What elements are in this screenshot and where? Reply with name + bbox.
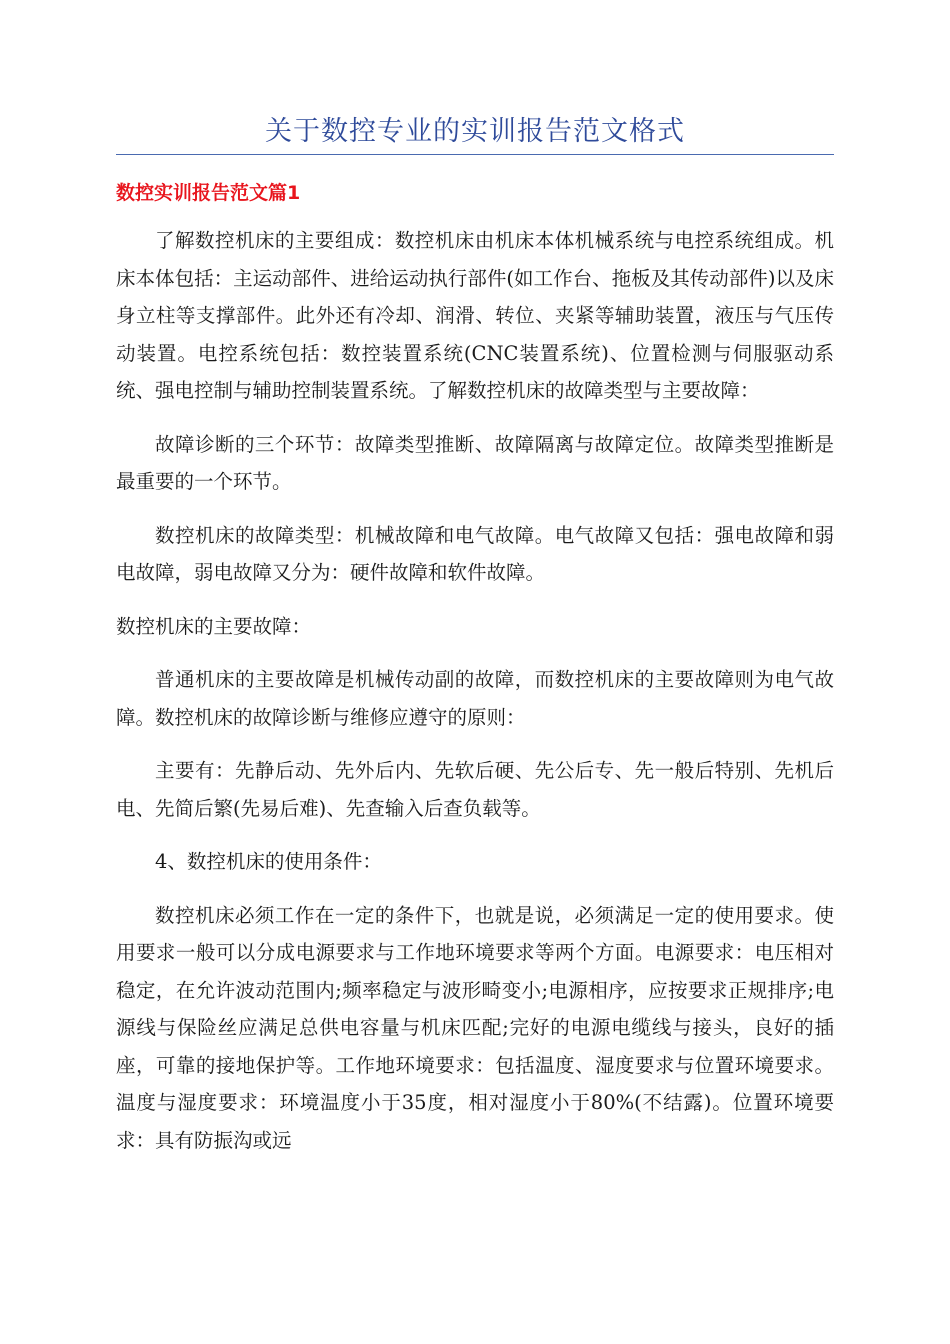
paragraph: 普通机床的主要故障是机械传动副的故障，而数控机床的主要故障则为电气故障。数控机床的故障诊断与维修应遵守的原则： [116,668,834,729]
paragraph: 主要有：先静后动、先外后内、先软后硬、先公后专、先一般后特别、先机后电、先简后繁(先易后难)、先查输入后查负载等。 [116,759,834,820]
paragraph: 故障诊断的三个环节：故障类型推断、故障隔离与故障定位。故障类型推断是最重要的一个环节。 [116,432,834,493]
paragraph: 数控机床必须工作在一定的条件下，也就是说，必须满足一定的使用要求。使用要求一般可以分成电源要求与工作地环境要求等两个方面。电源要求：电压相对稳定，在允许波动范围内;频率稳定与波形畸变小;电源相序，应按要求正规排序;电源线与保险丝应满足总供电容量与机床匹配;完好的电源电缆线与接头，良好的插座，可靠的接地保护等。工作地环境要求：包括温度、湿度要求与位置环境要求。温度与湿度要求：环境温度小于35度，相对湿度小于80%(不结露)。位置环境要求：具有防振沟或远 [116,903,834,1152]
document-body [116,222,834,1175]
document-title: 关于数控专业的实训报告范文格式 [265,116,685,147]
paragraph-subheading: 数控机床的主要故障： [116,614,312,638]
title-divider [116,154,834,155]
paragraph: 了解数控机床的主要组成：数控机床由机床本体机械系统与电控系统组成。机床本体包括：主运动部件、进给运动执行部件(如工作台、拖板及其传动部件)以及床身立柱等支撑部件。此外还有冷却、润滑、转位、夹紧等辅助装置，液压与气压传动装置。电控系统包括：数控装置系统(CNC装置系统)、位置检测与伺服驱动系统、强电控制与辅助控制装置系统。了解数控机床的故障类型与主要故障： [116,229,834,402]
paragraph-subheading: 4、数控机床的使用条件： [155,850,382,873]
paragraph: 数控机床的故障类型：机械故障和电气故障。电气故障又包括：强电故障和弱电故障，弱电故障又分为：硬件故障和软件故障。 [116,523,834,584]
section-heading: 数控实训报告范文篇1 [116,182,301,204]
